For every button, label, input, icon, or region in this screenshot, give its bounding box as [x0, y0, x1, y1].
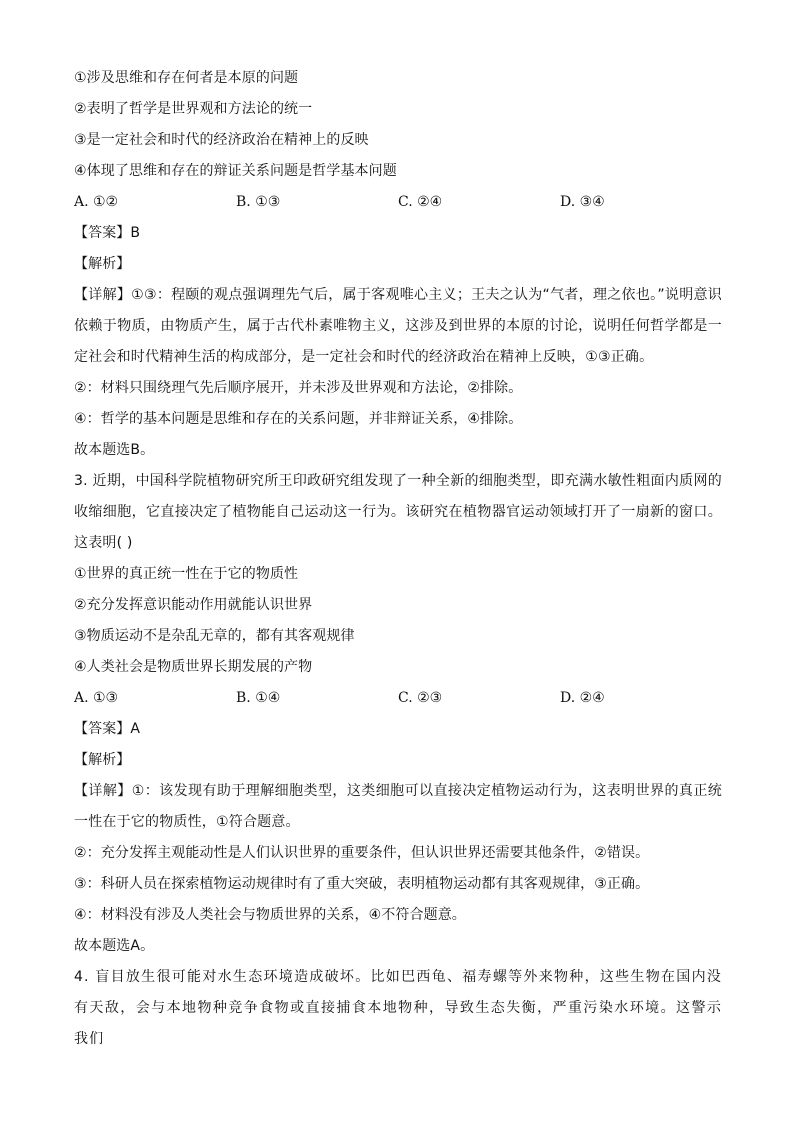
answer-options	[74, 187, 722, 218]
statement-item: ③是一定社会和时代的经济政治在精神上的反映	[74, 132, 369, 148]
statement-item: ③物质运动不是杂乱无章的，都有其客观规律	[74, 628, 355, 644]
option-b: B. ①④	[236, 690, 281, 706]
analysis-label: 【解析】	[74, 256, 131, 272]
option-c: C. ②④	[398, 194, 443, 210]
answer-options	[74, 683, 722, 714]
analysis-note: ④：材料没有涉及人类社会与物质世界的关系，④不符合题意。	[74, 907, 466, 923]
conclusion-line: 故本题选A。	[74, 938, 155, 954]
statement-item: ④人类社会是物质世界长期发展的产物	[74, 659, 313, 675]
detail-paragraph: 【详解】①：该发现有助于理解细胞类型，这类细胞可以直接决定植物运动行为，这表明世界的真正统一性在于它的物质性，①符合题意。	[74, 783, 722, 830]
answer-line: 【答案】B	[74, 225, 141, 241]
conclusion-line: 故本题选B。	[74, 442, 155, 458]
option-b: B. ①③	[236, 194, 281, 210]
analysis-note: ③：科研人员在探索植物运动规律时有了重大突破，表明植物运动都有其客观规律，③正确。	[74, 876, 650, 892]
statement-item: ①涉及思维和存在何者是本原的问题	[74, 70, 299, 86]
option-a: A. ①③	[74, 690, 119, 706]
option-a: A. ①②	[74, 194, 119, 210]
answer-line: 【答案】A	[74, 721, 141, 737]
statement-item: ②充分发挥意识能动作用就能认识世界	[74, 597, 313, 613]
statement-item: ②表明了哲学是世界观和方法论的统一	[74, 101, 313, 117]
statement-item: ④体现了思维和存在的辩证关系问题是哲学基本问题	[74, 163, 397, 179]
option-c: C. ②③	[398, 690, 443, 706]
question-stem: 4. 盲目放生很可能对水生态环境造成破坏。比如巴西龟、福寿螺等外来物种，这些生物在国内没有天敌，会与本地物种竞争食物或直接捕食本地物种，导致生态失衡，严重污染水环境。这警示我们	[74, 969, 722, 1047]
option-d: D. ③④	[560, 194, 605, 210]
detail-paragraph: 【详解】①③：程颐的观点强调理先气后，属于客观唯心主义；王夫之认为“气者，理之依也。”说明意识依赖于物质，由物质产生，属于古代朴素唯物主义，这涉及到世界的本原的讨论，说明任何哲学都是一定社会和时代精神生活的构成部分，是一定社会和时代的经济政治在精神上反映，①③正确。	[74, 287, 722, 365]
question-stem: 3. 近期，中国科学院植物研究所王印政研究组发现了一种全新的细胞类型，即充满水敏性粗面内质网的收缩细胞，它直接决定了植物能自己运动这一行为。该研究在植物器官运动领域打开了一扇新的窗口。这表明( )	[74, 473, 722, 551]
analysis-label: 【解析】	[74, 752, 131, 768]
analysis-note: ④：哲学的基本问题是思维和存在的关系问题，并非辩证关系，④排除。	[74, 411, 523, 427]
option-d: D. ②④	[560, 690, 605, 706]
page-content	[74, 63, 722, 1055]
analysis-note: ②：材料只围绕理气先后顺序展开，并未涉及世界观和方法论，②排除。	[74, 380, 523, 396]
analysis-note: ②：充分发挥主观能动性是人们认识世界的重要条件，但认识世界还需要其他条件，②错误。	[74, 845, 650, 861]
statement-item: ①世界的真正统一性在于它的物质性	[74, 566, 299, 582]
